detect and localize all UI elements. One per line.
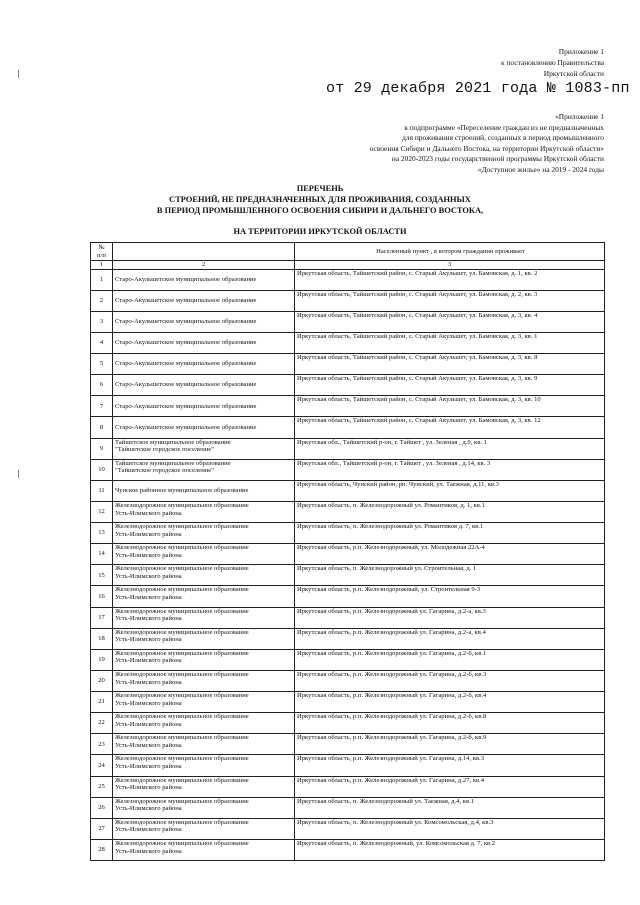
row-number: 8 [91,417,113,438]
sub-appendix-line-6: «Доступное жилье» на 2019 - 2024 годы [477,164,604,174]
table-row [91,607,605,628]
header-municipality [113,243,295,261]
row-number: 16 [91,586,113,607]
municipality-line: Железнодорожное муниципальное образование [115,586,249,594]
municipality-line: Усть-Илимского района [115,551,182,559]
municipality-line: Усть-Илимского района [115,826,182,834]
municipality-line: Железнодорожное муниципальное образование [115,501,249,509]
row-settlement-address: Иркутская обл., Тайшетский р-он, г. Тайшет , ул. Зеленая , д.14, кв. 3 [295,459,605,480]
table-row [91,565,605,586]
row-number: 24 [91,755,113,776]
municipality-line: Усть-Илимского района [115,509,182,517]
table-row [91,354,605,375]
municipality-line: Железнодорожное муниципальное образование [115,565,249,573]
table-row [91,734,605,755]
municipality-line: Железнодорожное муниципальное образование [115,755,249,763]
municipality-line: Железнодорожное муниципальное образование [115,607,249,615]
row-municipality [113,649,295,670]
table-row [91,438,605,459]
row-number: 25 [91,776,113,797]
row-number: 2 [91,290,113,311]
row-settlement-address: Иркутская область, р.п. Железнодорожный ул. Гагарина, д.27, кв.4 [295,776,605,797]
row-settlement-address: Иркутская область, р.п. Железнодорожный ул. Гагарина, д.14, кв.3 [295,755,605,776]
row-number: 20 [91,670,113,691]
row-settlement-address: Иркутская область, Тайшетский район, с. Старый Акульшет, ул. Бамовская, д. 2, кв. 3 [295,290,605,311]
row-municipality [113,375,295,396]
row-municipality [113,438,295,459]
municipality-line: Старо-Акульшетское муниципальное образование [115,423,257,431]
column-number-1: 1 [91,261,113,270]
row-number: 9 [91,438,113,459]
municipality-line: Усть-Илимского района [115,678,182,686]
municipality-line: "Тайшетское городское поселение" [115,446,214,454]
municipality-line: Чунское районное муниципальное образование [115,487,249,495]
row-settlement-address: Иркутская область, п. Железнодорожный ул. Таежная, д.4, кв.1 [295,797,605,818]
title-line-3: В ПЕРИОД ПРОМЫШЛЕННОГО ОСВОЕНИЯ СИБИРИ И ДАЛЬНЕГО ВОСТОКА, [156,206,484,215]
municipality-line: Тайшетское муниципальное образование [115,459,231,467]
table-row [91,586,605,607]
municipality-line: Усть-Илимского района [115,530,182,538]
municipality-line: Железнодорожное муниципальное образование [115,776,249,784]
appendix-header [501,46,604,79]
table-row [91,649,605,670]
row-number: 13 [91,523,113,544]
row-municipality [113,797,295,818]
row-municipality [113,607,295,628]
table-row [91,818,605,839]
table-row [91,501,605,522]
table-row [91,459,605,480]
row-settlement-address: Иркутская область, Тайшетский район, с. Старый Акульшет, ул. Бамовская, д. 3, кв. 12 [295,417,605,438]
row-municipality [113,544,295,565]
municipality-line: Старо-Акульшетское муниципальное образование [115,402,257,410]
municipality-line: Железнодорожное муниципальное образование [115,649,249,657]
table-row [91,839,605,860]
row-settlement-address: Иркутская обл., Тайшетский р-он, г. Тайшет , ул. Зеленая , д.9, кв. 1 [295,438,605,459]
row-number: 17 [91,607,113,628]
header-number: № п/п [91,243,113,261]
header-settlement: Населенный пункт , в котором гражданин проживает [295,243,605,261]
sub-appendix-line-1: «Приложение 1 [555,112,604,121]
table-row [91,523,605,544]
row-settlement-address: Иркутская область, р.п. Железнодорожный ул. Гагарина, д.2-б, кв.8 [295,713,605,734]
title-line-4: НА ТЕРРИТОРИИ ИРКУТСКОЙ ОБЛАСТИ [233,227,407,236]
row-municipality [113,396,295,417]
row-municipality [113,523,295,544]
row-settlement-address: Иркутская область, п. Железнодорожный ул. Романтиков д. 7, кв.1 [295,523,605,544]
municipality-line: Усть-Илимского района [115,615,182,623]
row-settlement-address: Иркутская область, Тайшетский район, с. Старый Акульшет, ул. Бамовская, д. 3, кв. 10 [295,396,605,417]
municipality-line: Железнодорожное муниципальное образование [115,797,249,805]
municipality-line: Железнодорожное муниципальное образование [115,839,249,847]
row-settlement-address: Иркутская область, п. Железнодорожный, ул. Комсомольская д. 7, кв.2 [295,839,605,860]
table-row [91,290,605,311]
table-row [91,396,605,417]
row-municipality [113,269,295,290]
row-settlement-address: Иркутская область, Чунский район, рп. Чунский, ул. Таежная, д.11, кв.3 [295,480,605,501]
subprogram-appendix-header [370,112,604,176]
sub-appendix-line-4: освоения Сибири и Дальнего Востока, на территории Иркутской области» [369,143,604,153]
table-row [91,269,605,290]
municipality-line: Усть-Илимского района [115,594,182,602]
municipality-line: Железнодорожное муниципальное образование [115,544,249,552]
row-municipality [113,332,295,353]
row-number: 23 [91,734,113,755]
column-number-2: 2 [113,261,295,270]
row-number: 19 [91,649,113,670]
sub-appendix-line-3: для проживания строений, созданных в период промышленного [402,133,604,143]
municipality-line: Железнодорожное муниципальное образование [115,734,249,742]
title-line-1: ПЕРЕЧЕНЬ [296,184,344,193]
sub-appendix-line-2: к подпрограмме «Переселение граждан из не предназначенных [404,122,604,132]
municipality-line: Усть-Илимского района [115,847,182,855]
table-row [91,544,605,565]
row-number: 26 [91,797,113,818]
row-settlement-address: Иркутская область, Тайшетский район, с. Старый Акульшет, ул. Бамовская, д. 3, кв. 8 [295,354,605,375]
table-row [91,692,605,713]
row-number: 3 [91,311,113,332]
municipality-line: Усть-Илимского района [115,741,182,749]
appendix-line-2: к постановлению Правительства [501,58,604,67]
table-body [91,269,605,861]
municipality-line: Железнодорожное муниципальное образование [115,628,249,636]
table-row [91,417,605,438]
row-municipality [113,734,295,755]
municipality-line: Железнодорожное муниципальное образование [115,692,249,700]
municipality-line: Усть-Илимского района [115,763,182,771]
row-municipality [113,628,295,649]
municipality-line: Железнодорожное муниципальное образование [115,670,249,678]
margin-mark-top [18,70,19,78]
municipality-line: Усть-Илимского района [115,699,182,707]
row-number: 27 [91,818,113,839]
municipality-line: Старо-Акульшетское муниципальное образование [115,360,257,368]
row-municipality [113,670,295,691]
row-municipality [113,755,295,776]
sub-appendix-line-5: на 2020-2023 годы государственной программы Иркутской области [391,154,604,164]
row-municipality [113,565,295,586]
row-number: 15 [91,565,113,586]
municipality-line: Железнодорожное муниципальное образование [115,818,249,826]
table-row [91,375,605,396]
row-settlement-address: Иркутская область, Тайшетский район, с. Старый Акульшет, ул. Бамовская, д. 1, кв. 2 [295,269,605,290]
row-number: 14 [91,544,113,565]
municipality-line: Усть-Илимского района [115,720,182,728]
municipality-line: Старо-Акульшетское муниципальное образование [115,296,257,304]
row-number: 7 [91,396,113,417]
decree-date-number: от 29 декабря 2021 года № 1083-пп [326,80,630,97]
column-number-3: 3 [295,261,605,270]
row-settlement-address: Иркутская область, Тайшетский район, с. Старый Акульшет, ул. Бамовская, д. 3, кв. 1 [295,332,605,353]
municipality-line: Тайшетское муниципальное образование [115,438,231,446]
table-row [91,332,605,353]
row-number: 21 [91,692,113,713]
table-row [91,713,605,734]
buildings-table [90,242,605,861]
row-municipality [113,586,295,607]
row-settlement-address: Иркутская область, р.п. Железнодорожный ул. Гагарина, д.2-б, кв.3 [295,670,605,691]
appendix-line-1: Приложение 1 [558,47,604,56]
row-municipality [113,311,295,332]
row-municipality [113,354,295,375]
row-municipality [113,818,295,839]
title-line-2: СТРОЕНИЙ, НЕ ПРЕДНАЗНАЧЕННЫХ ДЛЯ ПРОЖИВАНИЯ, СОЗДАННЫХ [169,195,471,204]
row-municipality [113,290,295,311]
municipality-line: Усть-Илимского района [115,784,182,792]
row-number: 6 [91,375,113,396]
row-municipality [113,776,295,797]
municipality-line: Усть-Илимского района [115,636,182,644]
table-row [91,670,605,691]
row-municipality [113,692,295,713]
row-number: 5 [91,354,113,375]
row-settlement-address: Иркутская область, п. Железнодорожный ул. Романтиков, д. 1, кв.1 [295,501,605,522]
row-settlement-address: Иркутская область, р.п. Железнодорожный ул. Гагарина, д.2-б, кв.9 [295,734,605,755]
row-settlement-address: Иркутская область, р.п. Железнодорожный ул. Гагарина, д.2-а, кв.4 [295,628,605,649]
municipality-line: Усть-Илимского района [115,805,182,813]
row-settlement-address: Иркутская область, р.п. Железнодорожный ул. Гагарина, д.2-а, кв.3 [295,607,605,628]
row-number: 18 [91,628,113,649]
row-number: 4 [91,332,113,353]
table-row [91,776,605,797]
table-row [91,480,605,501]
row-settlement-address: Иркутская область, р.п. Железнодорожный ул. Гагарина, д.2-б, кв.1 [295,649,605,670]
municipality-line: "Тайшетское городское поселение" [115,467,214,475]
municipality-line: Железнодорожное муниципальное образование [115,523,249,531]
table-header-row [91,243,605,261]
row-settlement-address: Иркутская область, п. Железнодорожный ул. Строительная, д. 1 [295,565,605,586]
document-title [0,183,640,237]
row-number: 12 [91,501,113,522]
row-number: 11 [91,480,113,501]
margin-mark-middle [18,470,19,478]
row-municipality [113,713,295,734]
municipality-line: Старо-Акульшетское муниципальное образование [115,318,257,326]
municipality-line: Старо-Акульшетское муниципальное образование [115,275,257,283]
row-municipality [113,839,295,860]
table-row [91,797,605,818]
municipality-line: Железнодорожное муниципальное образование [115,713,249,721]
row-settlement-address: Иркутская область, Тайшетский район, с. Старый Акульшет, ул. Бамовская, д. 3, кв. 4 [295,311,605,332]
table-row [91,628,605,649]
row-municipality [113,459,295,480]
table-column-numbers-row [91,261,605,270]
municipality-line: Старо-Акульшетское муниципальное образование [115,381,257,389]
table-row [91,755,605,776]
municipality-line: Усть-Илимского района [115,657,182,665]
row-number: 28 [91,839,113,860]
row-municipality [113,417,295,438]
row-municipality [113,480,295,501]
table-row [91,311,605,332]
row-municipality [113,501,295,522]
row-settlement-address: Иркутская область, Тайшетский район, с. Старый Акульшет, ул. Бамовская, д. 3, кв. 9 [295,375,605,396]
row-settlement-address: Иркутская область, п. Железнодорожный ул. Комсомольская, д.4, кв.3 [295,818,605,839]
row-settlement-address: Иркутская область, р.п. Железнодорожный, ул. Строительная 9-3 [295,586,605,607]
row-number: 10 [91,459,113,480]
row-settlement-address: Иркутская область, р.п. Железнодорожный, ул. Молодежная 22А-4 [295,544,605,565]
appendix-line-3: Иркутской области [543,69,604,78]
row-settlement-address: Иркутская область, р.п. Железнодорожный ул. Гагарина, д.2-б, кв.4 [295,692,605,713]
row-number: 1 [91,269,113,290]
municipality-line: Усть-Илимского района [115,572,182,580]
row-number: 22 [91,713,113,734]
municipality-line: Старо-Акульшетское муниципальное образование [115,339,257,347]
